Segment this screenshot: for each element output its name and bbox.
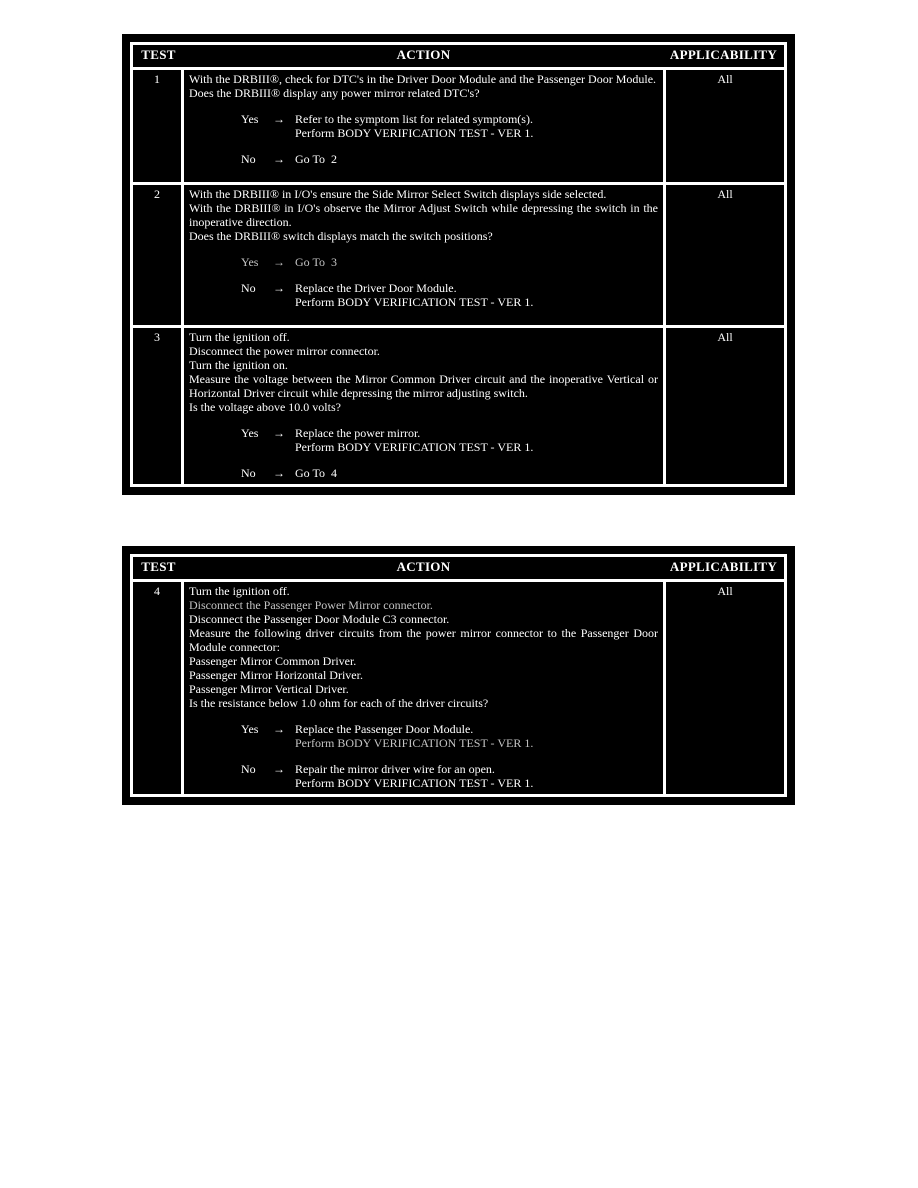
action-paragraph: Passenger Mirror Common Driver. bbox=[189, 654, 357, 668]
decision-label: No bbox=[241, 281, 256, 295]
decision-label: No bbox=[241, 152, 256, 166]
decision-result: Refer to the symptom list for related symptom(s). bbox=[295, 112, 533, 126]
action-paragraph: Disconnect the Passenger Door Module C3 connector. bbox=[189, 612, 450, 626]
decision-result: Replace the Passenger Door Module. bbox=[295, 722, 474, 736]
arrow-icon: → bbox=[273, 255, 285, 269]
col-header-action: ACTION bbox=[396, 47, 451, 62]
applicability-cell: All bbox=[666, 185, 784, 325]
col-header-applicability: APPLICABILITY bbox=[669, 559, 778, 574]
table-row bbox=[133, 328, 784, 484]
arrow-icon: → bbox=[273, 281, 285, 295]
arrow-icon: → bbox=[273, 722, 285, 736]
decision-result: Go To 4 bbox=[295, 466, 337, 480]
action-paragraph: Does the DRBIII® display any power mirror related DTC's? bbox=[189, 86, 480, 100]
arrow-icon: → bbox=[273, 152, 285, 166]
action-paragraph: Is the resistance below 1.0 ohm for each of the driver circuits? bbox=[189, 696, 489, 710]
decision-label: Yes bbox=[241, 255, 259, 269]
decision-result: Perform BODY VERIFICATION TEST - VER 1. bbox=[295, 126, 534, 140]
decision-label: Yes bbox=[241, 426, 259, 440]
col-header-test: TEST bbox=[141, 559, 176, 574]
diagnostic-table-1 bbox=[122, 34, 795, 495]
decision-result: Perform BODY VERIFICATION TEST - VER 1. bbox=[295, 295, 534, 309]
decision-row-yes bbox=[189, 255, 658, 269]
decision-results bbox=[295, 152, 658, 166]
decision-result: Perform BODY VERIFICATION TEST - VER 1. bbox=[295, 440, 534, 454]
action-paragraph: Disconnect the power mirror connector. bbox=[189, 344, 380, 358]
diagnostic-table-1-grid bbox=[130, 42, 787, 487]
decision-result: Perform BODY VERIFICATION TEST - VER 1. bbox=[295, 776, 534, 790]
action-cell bbox=[184, 185, 663, 325]
action-paragraph: Turn the ignition on. bbox=[189, 358, 288, 372]
action-paragraph: With the DRBIII® in I/O's observe the Mirror Adjust Switch while depressing the switch in the inoperative direction. bbox=[189, 201, 658, 229]
table-row bbox=[133, 70, 784, 182]
table-row bbox=[133, 582, 784, 794]
action-paragraph: With the DRBIII®, check for DTC's in the Driver Door Module and the Passenger Door Module. bbox=[189, 72, 657, 86]
applicability-cell: All bbox=[666, 328, 784, 484]
decision-result: Repair the mirror driver wire for an open. bbox=[295, 762, 495, 776]
decision-row-yes bbox=[189, 426, 658, 454]
test-number-cell: 3 bbox=[133, 328, 181, 484]
decision-result: Go To 3 bbox=[295, 255, 337, 269]
decision-result: Perform BODY VERIFICATION TEST - VER 1. bbox=[295, 736, 534, 750]
decision-row-no bbox=[189, 466, 658, 480]
action-cell bbox=[184, 70, 663, 182]
table-row bbox=[133, 185, 784, 325]
arrow-icon: → bbox=[273, 112, 285, 126]
test-number-cell: 4 bbox=[133, 582, 181, 794]
action-cell bbox=[184, 582, 663, 794]
decision-row-no bbox=[189, 281, 658, 309]
action-paragraph: Measure the voltage between the Mirror Common Driver circuit and the inoperative Vertical or Horizontal Driver circuit while depressing the mirror adjusting switch. bbox=[189, 372, 658, 400]
decision-label: No bbox=[241, 466, 256, 480]
col-header-applicability: APPLICABILITY bbox=[669, 47, 778, 62]
decision-results bbox=[295, 426, 658, 454]
action-paragraph: Turn the ignition off. bbox=[189, 330, 290, 344]
decision-result: Go To 2 bbox=[295, 152, 337, 166]
test-number-cell: 2 bbox=[133, 185, 181, 325]
header-row bbox=[133, 557, 784, 579]
arrow-icon: → bbox=[273, 426, 285, 440]
decision-row-yes bbox=[189, 722, 658, 750]
arrow-icon: → bbox=[273, 466, 285, 480]
header-band bbox=[133, 557, 784, 579]
decision-result: Replace the power mirror. bbox=[295, 426, 421, 440]
diagnostic-table-2 bbox=[122, 546, 795, 805]
decision-row-no bbox=[189, 152, 658, 166]
applicability-cell: All bbox=[666, 70, 784, 182]
decision-label: Yes bbox=[241, 112, 259, 126]
decision-results bbox=[295, 281, 658, 309]
action-paragraph: Does the DRBIII® switch displays match the switch positions? bbox=[189, 229, 493, 243]
decision-row-yes bbox=[189, 112, 658, 140]
action-cell bbox=[184, 328, 663, 484]
action-paragraph: Disconnect the Passenger Power Mirror connector. bbox=[189, 598, 433, 612]
col-header-test: TEST bbox=[141, 47, 176, 62]
decision-results bbox=[295, 722, 658, 750]
diagnostic-table-2-grid bbox=[130, 554, 787, 797]
header-labels bbox=[133, 559, 784, 575]
decision-label: No bbox=[241, 762, 256, 776]
decision-label: Yes bbox=[241, 722, 259, 736]
action-paragraph: Turn the ignition off. bbox=[189, 584, 290, 598]
arrow-icon: → bbox=[273, 762, 285, 776]
action-paragraph: With the DRBIII® in I/O's ensure the Side Mirror Select Switch displays side selected. bbox=[189, 187, 607, 201]
decision-row-no bbox=[189, 762, 658, 790]
action-paragraph: Measure the following driver circuits from the power mirror connector to the Passenger Door Module connector: bbox=[189, 626, 658, 654]
action-paragraph: Is the voltage above 10.0 volts? bbox=[189, 400, 341, 414]
decision-results bbox=[295, 466, 658, 480]
header-band bbox=[133, 45, 784, 67]
decision-results bbox=[295, 762, 658, 790]
decision-results bbox=[295, 112, 658, 140]
test-number-cell: 1 bbox=[133, 70, 181, 182]
applicability-cell: All bbox=[666, 582, 784, 794]
action-paragraph: Passenger Mirror Horizontal Driver. bbox=[189, 668, 363, 682]
header-labels bbox=[133, 47, 784, 63]
decision-results bbox=[295, 255, 658, 269]
col-header-action: ACTION bbox=[396, 559, 451, 574]
header-row bbox=[133, 45, 784, 67]
action-paragraph: Passenger Mirror Vertical Driver. bbox=[189, 682, 349, 696]
decision-result: Replace the Driver Door Module. bbox=[295, 281, 457, 295]
